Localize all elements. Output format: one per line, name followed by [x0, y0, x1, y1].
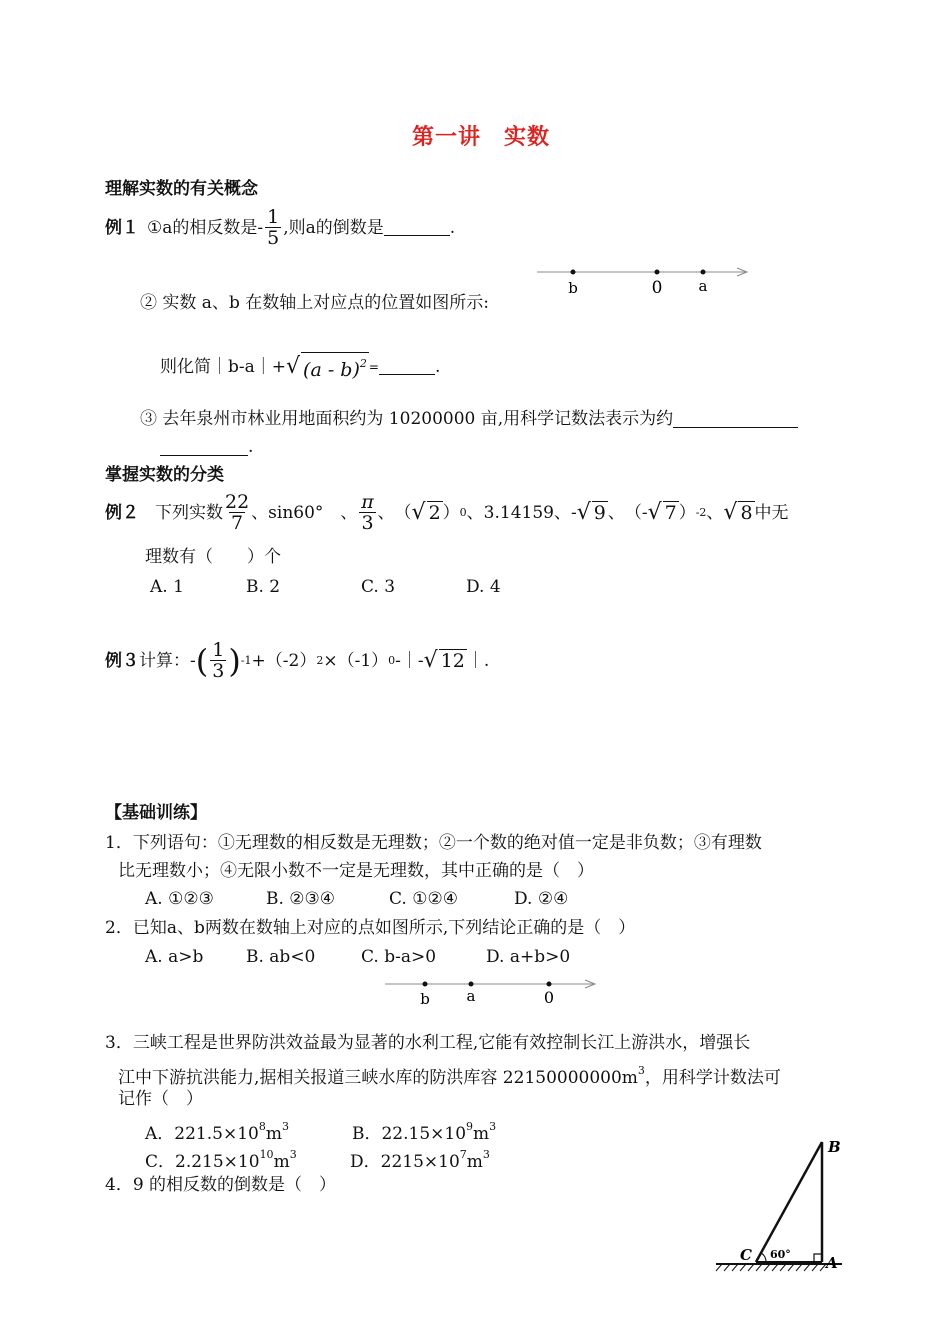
fraction-one-third: [210, 640, 226, 681]
paren-right: ): [228, 641, 241, 680]
radical-sign: √: [723, 499, 738, 525]
example-3-middle: +（-2）: [251, 650, 317, 671]
point-0: [547, 982, 552, 987]
separator: 、 （-: [607, 502, 648, 523]
exponent: 3: [489, 1120, 497, 1133]
exponent: 3: [289, 1148, 297, 1161]
unit: m: [273, 1152, 290, 1172]
answer-blank: [384, 219, 450, 236]
question-1-line-2: 比无理数小；④无限小数不一定是无理数，其中正确的是（ ）: [118, 861, 594, 881]
exponent: 2: [316, 653, 324, 667]
vertex-label-c: C: [740, 1246, 752, 1264]
fraction-one-fifth: [265, 207, 281, 248]
sqrt-12: 12: [440, 650, 465, 672]
hypotenuse-cb: [756, 1142, 822, 1262]
axis-label-b: b: [568, 279, 578, 297]
exponent: 3: [637, 1064, 645, 1077]
exponent: 10: [259, 1148, 274, 1161]
example-1-text-2: ,则a的倒数是: [283, 217, 384, 238]
exponent: 0: [388, 653, 396, 667]
unit: m: [466, 1152, 483, 1172]
question-1-option-d: D. ②④: [514, 889, 569, 909]
point-b: [571, 270, 576, 275]
question-1-option-b: B. ②③④: [266, 889, 336, 909]
fraction-denominator: 5: [267, 227, 280, 249]
question-2-line-1: 2．已知a、b两数在数轴上对应的点如图所示,下列结论正确的是（ ）: [105, 918, 636, 938]
example-2-option-a: A. 1: [150, 577, 184, 597]
sqrt-8: 8: [740, 502, 753, 524]
example-3-middle-3: -｜-: [395, 650, 424, 671]
radicand: (a - b): [303, 359, 360, 381]
question-3-line-2: [118, 1060, 781, 1089]
fraction-denominator: 3: [212, 660, 225, 682]
question-4-line-1: 4．9 的相反数的倒数是（ ）: [105, 1175, 337, 1195]
axis-label-a: a: [466, 987, 476, 1005]
separator: 、sin60° 、: [251, 502, 358, 523]
exponent: 3: [482, 1148, 490, 1161]
paren-left: (: [195, 641, 209, 680]
example-2-option-c: C. 3: [361, 577, 396, 597]
option-text: C．2.215×10: [145, 1152, 260, 1172]
separator: 、3.14159、-: [466, 502, 577, 523]
radical-sign: √: [411, 499, 426, 525]
question-3-line-2-text: 江中下游抗洪能力,据相关报道三峡水库的防洪库容 22150000000m: [118, 1068, 638, 1088]
unit: m: [265, 1124, 282, 1144]
section-heading-classify: 掌握实数的分类: [105, 465, 224, 485]
example-3-line: [105, 640, 489, 681]
answer-blank-2: [379, 358, 435, 375]
point-a: [701, 270, 706, 275]
unit: m: [473, 1124, 490, 1144]
option-text: B．22.15×10: [352, 1124, 467, 1144]
number-line-1: [535, 262, 755, 298]
example-1-line: [105, 207, 455, 248]
example-2-line-2: 理数有（ ）个: [145, 547, 281, 567]
point-a: [469, 982, 474, 987]
exponent: 0: [459, 505, 467, 519]
example-3-end: ｜.: [466, 650, 490, 671]
example-1-part-3-cont: [160, 436, 253, 458]
angle-label: 60°: [770, 1248, 791, 1261]
radical-sign: √: [576, 499, 591, 525]
question-2-option-d: D. a+b>0: [486, 947, 571, 967]
option-text: A．221.5×10: [145, 1124, 259, 1144]
simplify-text: 则化简｜b-a｜+: [160, 356, 287, 377]
period: .: [449, 217, 456, 238]
exponent: 7: [459, 1148, 467, 1161]
example-2-suffix: 中无: [754, 502, 789, 523]
example-1-part-3: [140, 408, 798, 430]
exponent: 9: [466, 1120, 474, 1133]
example-2-label: 例２: [105, 502, 139, 523]
right-triangle-figure: [712, 1132, 852, 1278]
period-3: .: [248, 437, 254, 457]
fraction-denominator: 3: [361, 512, 374, 534]
fraction-numerator: 22: [225, 491, 250, 513]
sqrt-2: 2: [428, 502, 441, 524]
example-3-prefix: 计算：-: [139, 650, 196, 671]
example-2-option-d: D. 4: [466, 577, 501, 597]
axis-label-0: 0: [543, 988, 555, 1007]
axis-label-0: 0: [651, 278, 663, 298]
question-3-option-c: [145, 1144, 297, 1173]
answer-blank-4: [160, 439, 248, 456]
exponent: -2: [695, 505, 707, 519]
radical-sign: √: [647, 499, 662, 525]
equals-sign: =: [368, 359, 379, 374]
question-1-line-1: 1．下列语句：①无理数的相反数是无理数；②一个数的绝对值一定是非负数；③有理数: [105, 833, 762, 853]
question-3-option-d: [350, 1144, 490, 1173]
separator: 、 （: [377, 502, 412, 523]
question-1-option-a: A. ①②③: [145, 889, 214, 909]
answer-blank-3: [673, 411, 798, 428]
example-2-prefix: 下列实数: [155, 502, 223, 523]
example-1-text: ①a的相反数是-: [147, 217, 264, 238]
exponent: 3: [281, 1120, 289, 1133]
example-1-part-3-text: ③ 去年泉州市林业用地面积约为 10200000 亩,用科学记数法表示为约: [140, 409, 674, 429]
vertex-label-a: A: [826, 1254, 838, 1272]
separator: 、: [706, 502, 724, 523]
fraction-denominator: 7: [231, 512, 244, 534]
question-1-option-c: C. ①②④: [389, 889, 458, 909]
fraction-pi-3: [359, 492, 375, 533]
fraction-numerator: 1: [267, 206, 280, 228]
sqrt-9: 9: [593, 502, 606, 524]
point-b: [423, 982, 428, 987]
point-0: [655, 270, 660, 275]
option-text: D．2215×10: [350, 1152, 460, 1172]
example-2-option-b: B. 2: [246, 577, 281, 597]
question-2-option-b: B. ab<0: [246, 947, 316, 967]
exponent: 8: [258, 1120, 266, 1133]
question-3-option-a: [145, 1116, 289, 1145]
question-2-option-a: A. a>b: [145, 947, 204, 967]
question-3-line-3: 记作（ ）: [118, 1089, 203, 1109]
page-title: 第一讲 实数: [412, 124, 551, 150]
period-2: .: [434, 356, 441, 377]
question-3-line-2-end: ，用科学计数法可: [644, 1068, 781, 1088]
axis-label-a: a: [698, 277, 708, 295]
example-2-line: 例２ 下列实数 $\frac{22}{7}$ 、sin60° 、 $\frac{\pi}{3}$ 、 （ √ 2 ） 0 、3.14159、- √ 9 、 （- √ 7 ） -2 、 √ 8 中无: [105, 491, 789, 534]
example-1-part-2: ② 实数 a、b 在数轴上对应点的位置如图所示:: [140, 293, 489, 313]
section-heading-training: 【基础训练】: [105, 803, 207, 823]
sqrt-7: 7: [664, 502, 677, 524]
question-2-option-c: C. b-a>0: [361, 947, 437, 967]
question-3-option-b: [352, 1116, 496, 1145]
exponent: 2: [359, 357, 367, 370]
example-1-label: 例１: [105, 217, 139, 238]
fraction-numerator: π: [361, 491, 374, 513]
question-3-line-1: 3．三峡工程是世界防洪效益最为显著的水利工程,它能有效控制长江上游洪水，增强长: [105, 1033, 751, 1053]
fraction-numerator: 1: [212, 639, 225, 661]
vertex-label-b: B: [828, 1138, 841, 1156]
radical-sign: √: [423, 647, 438, 673]
exponent: -1: [240, 653, 252, 667]
example-1-part-2b: [160, 352, 440, 381]
axis-label-b: b: [420, 990, 430, 1008]
example-3-middle-2: ×（-1）: [323, 650, 389, 671]
section-heading-concept: 理解实数的有关概念: [105, 179, 258, 199]
example-3-label: 例３: [105, 650, 139, 671]
fraction-22-7: [225, 492, 249, 533]
number-line-2: [383, 975, 603, 1009]
sqrt-a-minus-b: [301, 352, 369, 381]
radical-sign: √: [286, 353, 301, 379]
